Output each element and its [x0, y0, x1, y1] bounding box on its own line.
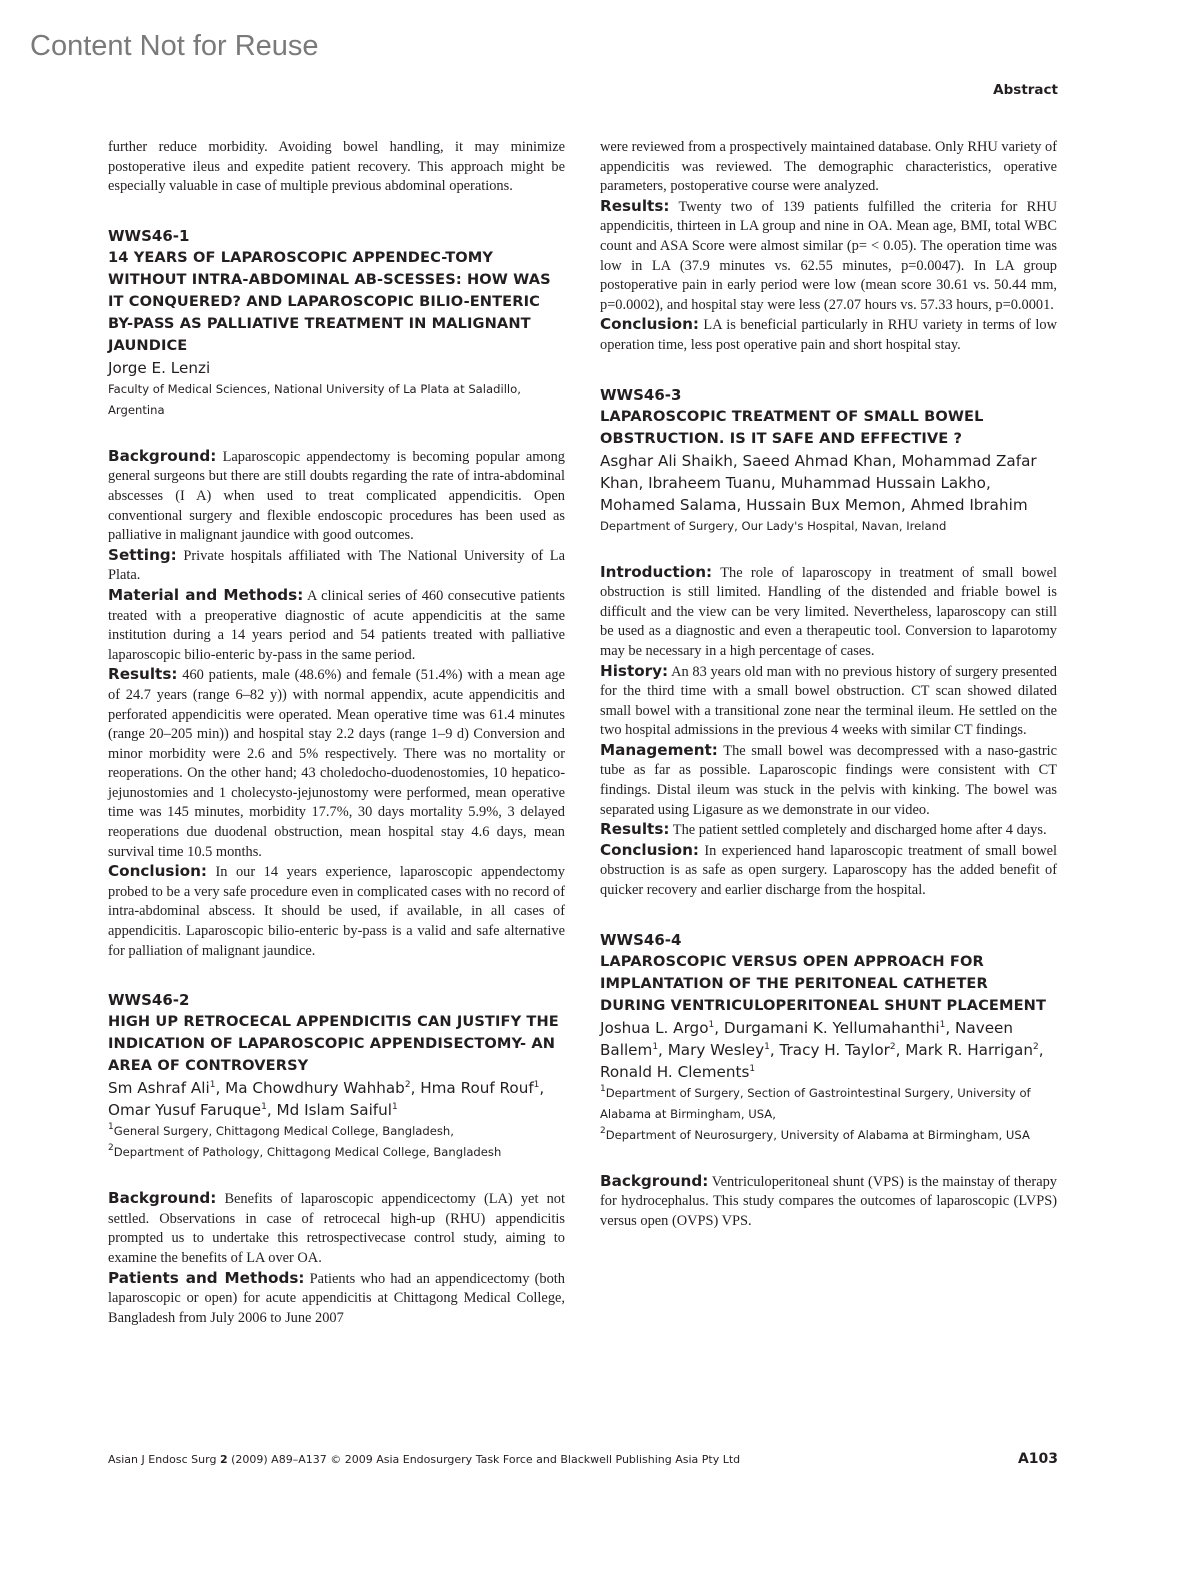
section-background	[108, 1189, 565, 1268]
abstract-wws46-1	[108, 225, 565, 961]
abstract-affiliation: Department of Surgery, Our Lady's Hospital, Navan, Ireland	[600, 518, 947, 533]
author-sup: 1	[209, 1080, 216, 1091]
abstract-sections	[108, 447, 565, 961]
abstract-authors: Jorge E. Lenzi	[108, 358, 211, 377]
section-results	[108, 665, 565, 862]
abstract-affiliation	[108, 1121, 565, 1142]
right-column	[600, 138, 1057, 1231]
section-background	[108, 447, 565, 546]
abstract-title: LAPAROSCOPIC VERSUS OPEN APPROACH FOR IMPLANTATION OF THE PERITONEAL CATHETER DURING VENTRICULOPERITONEAL SHUNT PLACEMENT	[600, 952, 1047, 1014]
author-sup: 2	[1032, 1041, 1039, 1052]
author-name: Ronald H. Clements	[600, 1062, 750, 1081]
section-text: The role of laparoscopy in treatment of small bowel obstruction is still limited. Handling of the distended and friable bowel is difficult and the view can be very limited. Nevertheless, laparoscopy can still be used as a diagnostic and even a therapeutic tool. Conversion to laparotomy may be necessary in a high percentage of cases.	[600, 564, 1057, 659]
section-label: Introduction:	[600, 562, 713, 581]
abstract-code: WWS46-4	[600, 930, 682, 949]
abstract-title: LAPAROSCOPIC TREATMENT OF SMALL BOWEL OBSTRUCTION. IS IT SAFE AND EFFECTIVE ?	[600, 407, 984, 447]
section-results	[600, 197, 1057, 316]
abstract-authors: Sm Ashraf Ali$^1$, Ma Chowdhury Wahhab$^2$, Hma Rouf Rouf$^1$, Omar Yusuf Faruque$^1$, Md Islam Saiful$^1$	[108, 1079, 545, 1120]
section-text: Ventriculoperitoneal shunt (VPS) is the mainstay of therapy for hydrocephalus. This study compares the outcomes of laparoscopic (LVPS) versus open (OVPS) VPS.	[600, 1173, 1057, 1229]
section-label: Material and Methods:	[108, 585, 304, 604]
affil-text: General Surgery, Chittagong Medical College, Bangladesh,	[113, 1124, 454, 1139]
author-name: Naveen Ballem	[600, 1018, 1014, 1059]
section-conclusion	[108, 862, 565, 961]
abstract-affiliation	[600, 1125, 1057, 1146]
author-sup: 1	[261, 1102, 267, 1113]
continued-text: were reviewed from a prospectively maintained database. Only RHU variety of appendicitis was reviewed. The demographic characteristics, operative parameters, postoperative course were analyzed.	[600, 139, 1057, 195]
abstract-title: 14 YEARS OF LAPAROSCOPIC APPENDEC-TOMY WITHOUT INTRA-ABDOMINAL AB-SCESSES: HOW WAS IT CONQUERED? AND LAPAROSCOPIC BILIO-ENTERIC BY-PASS AS PALLIATIVE TREATMENT IN MALIGNANT JAUNDICE	[108, 248, 551, 354]
left-column	[108, 138, 565, 1328]
author-name: Joshua L. Argo	[600, 1018, 709, 1037]
section-setting	[108, 546, 565, 586]
section-label: History:	[600, 661, 669, 680]
abstract-wws46-4	[600, 929, 1057, 1232]
journal-name: Asian J Endosc Surg	[108, 1453, 217, 1466]
section-conclusion	[600, 841, 1057, 901]
section-introduction	[600, 563, 1057, 662]
section-text: Patients who had an appendicectomy (both laparoscopic or open) for acute appendicitis at Chittagong Medical College, Bangladesh from July 2006 to June 2007	[108, 1270, 565, 1326]
section-label: Patients and Methods:	[108, 1268, 305, 1287]
abstract-authors: Joshua L. Argo$^1$, Durgamani K. Yellumahanthi$^1$, Naveen Ballem$^1$, Mary Wesley$^1$, Tracy H. Taylor$^2$, Mark R. Harrigan$^2$, Ronald H. Clements$^1$	[600, 1018, 1044, 1081]
author-sup: 2	[889, 1041, 896, 1052]
section-label: Results:	[600, 196, 670, 215]
page-number: A103	[1017, 1451, 1058, 1467]
section-conclusion	[600, 315, 1057, 355]
affil-sup: 2	[108, 1143, 114, 1154]
author-sup: 1	[708, 1019, 715, 1030]
abstract-code: WWS46-1	[108, 226, 190, 245]
author-name: Tracy H. Taylor	[779, 1040, 890, 1059]
section-text: 460 patients, male (48.6%) and female (51.4%) with a mean age of 24.7 years (range 6–82 y)) with normal appendix, acute appendicitis and perforated appendicitis were operated. Mean operative time was 61.4 minutes (range 20–205 min)) and hospital stay 2.2 days (range 1–9 d) Conversion and minor morbidity were 2.6 and 5% respectively. There was no mortality or reoperations. On the other hand; 43 choledocho-duodenostomies, 10 hepatico-jejunostomies and 1 cholecysto-jejunostomy were performed, mean operative time was 145 minutes, morbidity 17.7%, 30 days mortality 5.9%, 3 delayed reoperations due duodenal obstruction, mean hospital stay 4.6 days, mean survival time 10.5 months.	[108, 667, 565, 860]
section-label: Background:	[108, 446, 217, 465]
author-name: Ma Chowdhury Wahhab	[225, 1079, 405, 1098]
section-text: A clinical series of 460 consecutive patients treated with a preoperative diagnostic of acute appendicitis at the same institution during a 14 years period and 54 patients treated with palliative laparoscopic bilio-enteric by-pass in the same period.	[108, 587, 565, 663]
section-label: Setting:	[108, 545, 177, 564]
section-text: The patient settled completely and discharged home after 4 days.	[672, 822, 1047, 839]
affil-text: Department of Surgery, Section of Gastrointestinal Surgery, University of Alabama at Birmingham, USA,	[600, 1085, 1031, 1121]
author-sup: 1	[652, 1041, 659, 1052]
section-label: Conclusion:	[108, 862, 207, 881]
section-text: Twenty two of 139 patients fulfilled the criteria for RHU appendicitis, thirteen in LA group and nine in OA. Mean age, BMI, total WBC count and ASA Score were almost similar (p= < 0.05). The operation time was low in LA (37.9 minutes vs. 62.55 minutes, p=0.0047). In LA group postoperative pain in early period were low (mean score 30.61 vs. 50.44 mm, p=0.0002), and hospital stay were less (27.07 hours vs. 57.33 hours, p=0.0001.	[600, 198, 1058, 313]
section-history	[600, 662, 1057, 741]
watermark: Content Not for Reuse	[30, 30, 319, 62]
author-name: Durgamani K. Yellumahanthi	[723, 1018, 940, 1037]
section-label: Results:	[600, 820, 670, 839]
section-text: Laparoscopic appendectomy is becoming popular among general surgeons but there are still doubts regarding the rate of intra-abdominal abscesses (I A) when used to treat complicated appendicitis. Open conventional surgery and flexible endoscopic procedures has been used as palliative in malignant jaundice with good outcomes.	[108, 448, 565, 544]
section-label: Management:	[600, 740, 718, 759]
continued-text: further reduce morbidity. Avoiding bowel handling, it may minimize postoperative ileus and expedite patient recovery. This approach might be especially valuable in case of multiple previous abdominal operations.	[108, 139, 565, 195]
section-text: An 83 years old man with no previous history of surgery presented for the third time with a small bowel obstruction. CT scan showed dilated small bowel with a transitional zone near the terminal ileum. He settled on the two hospital admissions in the previous 4 weeks with similar CT findings.	[600, 663, 1057, 739]
author-name: Md Islam Saiful	[276, 1101, 393, 1120]
author-sup: 1	[533, 1080, 540, 1091]
abstract-affiliation	[108, 1142, 565, 1163]
section-text: The small bowel was decompressed with a naso-gastric tube as far as possible. Laparoscopic findings were consistent with CT findings. Distal ileum was stuck in the pelvis with kinking. The bowel was separated using Ligasure as we demonstrate in our video.	[600, 742, 1057, 818]
page-footer	[108, 1453, 1058, 1466]
section-label: Conclusion:	[600, 315, 699, 334]
author-name: Hma Rouf Rouf	[420, 1079, 534, 1098]
journal-citation: (2009) A89–A137 © 2009 Asia Endosurgery Task Force and Blackwell Publishing Asia Pty Ltd	[231, 1453, 741, 1466]
section-text: In experienced hand laparoscopic treatment of small bowel obstruction is as safe as open surgery. Laparoscopy has the added benefit of quicker recovery and earlier discharge from the hospital.	[600, 842, 1057, 899]
section-methods	[108, 1269, 565, 1329]
author-sup: 1	[939, 1019, 946, 1030]
author-sup: 1	[749, 1063, 756, 1074]
section-methods	[108, 586, 565, 665]
section-text: In our 14 years experience, laparoscopic appendectomy probed to be a very safe procedure even in complicated cases with no record of intra-abdominal abscess. It should be used, if available, in all cases of appendicitis. Laparoscopic bilio-enteric by-pass is a valid and safe alternative for palliation of malignant jaundice.	[108, 864, 565, 959]
section-text: Private hospitals affiliated with The National University of La Plata.	[108, 547, 565, 584]
affil-text: Department of Neurosurgery, University of Alabama at Birmingham, USA	[605, 1127, 1030, 1142]
author-name: Mary Wesley	[667, 1040, 765, 1059]
section-text: Benefits of laparoscopic appendicectomy (LA) yet not settled. Observations in case of retrocecal high-up (RHU) appendicitis prompted us to undertake this retrospectivecase control study, aiming to examine the benefits of LA over OA.	[108, 1191, 565, 1266]
author-name: Mark R. Harrigan	[905, 1040, 1033, 1059]
abstract-wws46-2	[108, 989, 565, 1328]
author-name: Omar Yusuf Faruque	[108, 1101, 262, 1120]
section-results	[600, 820, 1057, 841]
abstract-affiliation	[600, 1083, 1057, 1125]
abstract-title: HIGH UP RETROCECAL APPENDICITIS CAN JUSTIFY THE INDICATION OF LAPAROSCOPIC APPENDISECTOMY- AN AREA OF CONTROVERSY	[108, 1013, 559, 1075]
abstract-affiliation: Faculty of Medical Sciences, National University of La Plata at Saladillo, Argentina	[108, 381, 521, 417]
abstract-code: WWS46-2	[108, 991, 190, 1010]
section-background	[600, 1172, 1057, 1232]
affil-sup: 1	[108, 1122, 114, 1133]
affil-text: Department of Pathology, Chittagong Medical College, Bangladesh	[113, 1145, 502, 1160]
section-label: Results:	[108, 665, 178, 684]
section-management	[600, 741, 1057, 820]
author-sup: 2	[404, 1080, 411, 1091]
section-text: LA is beneficial particularly in RHU variety in terms of low operation time, less post operative pain and short hospital stay.	[600, 317, 1057, 353]
author-sup: 1	[764, 1041, 770, 1052]
affil-sup: 1	[600, 1083, 606, 1094]
abstract-wws46-3	[600, 384, 1057, 901]
affil-sup: 2	[600, 1125, 606, 1136]
author-sup: 1	[392, 1102, 398, 1113]
author-name: Sm Ashraf Ali	[108, 1079, 210, 1098]
section-label: Abstract	[993, 82, 1058, 98]
section-label: Background:	[600, 1171, 709, 1190]
section-label: Conclusion:	[600, 840, 699, 859]
abstract-code: WWS46-3	[600, 385, 682, 404]
abstract-authors: Asghar Ali Shaikh, Saeed Ahmad Khan, Mohammad Zafar Khan, Ibraheem Tuanu, Muhammad Hussain Lakho, Mohamed Salama, Hussain Bux Memon, Ahmed Ibrahim	[600, 451, 1037, 514]
journal-volume: 2	[219, 1453, 228, 1466]
section-label: Background:	[108, 1189, 217, 1208]
